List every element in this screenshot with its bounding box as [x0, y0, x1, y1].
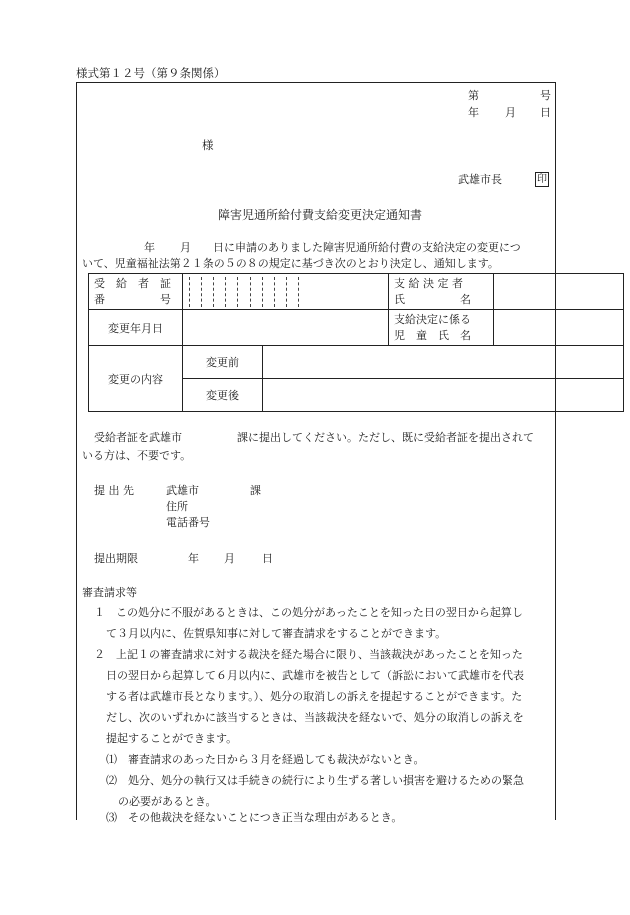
- doc-number-prefix: 第: [468, 89, 479, 102]
- child-name-field[interactable]: [494, 310, 624, 346]
- deadline-month: 月: [224, 552, 235, 565]
- appeal-item1-line2: て３月以内に、佐賀県知事に対して審査請求をすることができます。: [106, 627, 447, 640]
- submission-phone: 電話番号: [166, 516, 210, 529]
- after-field[interactable]: [263, 379, 624, 412]
- before-field[interactable]: [263, 346, 624, 379]
- document-title: 障害児通所給付費支給変更決定通知書: [218, 208, 423, 222]
- after-label: 変更後: [183, 379, 263, 412]
- change-date-label: 変更年月日: [89, 310, 183, 346]
- decided-person-label: 支 給 決 定 者 氏 名: [389, 274, 494, 310]
- appeal-item2-line4: だし、次のいずれかに該当するときは、当該裁決を経ないで、処分の取消しの訴えを: [106, 711, 524, 724]
- appeal-item2-line3: する者は武雄市長となります。）、処分の取消しの訴えを提起することができます。た: [106, 690, 523, 703]
- submission-section: 課: [250, 484, 261, 497]
- appeal-item1-line1: １ この処分に不服があるときは、この処分があったことを知った日の翌日から起算し: [94, 606, 523, 619]
- doc-number-suffix: 号: [540, 89, 551, 102]
- appeal-item2-line2: 日の翌日から起算して６月以内に、武雄市を被告として（訴訟において武雄市を代表: [106, 669, 524, 682]
- issuer-name: 武雄市長: [458, 173, 502, 186]
- submission-address: 住所: [166, 500, 188, 513]
- appeal-sub3: ⑶ その他裁決を経ないことにつき正当な理由があるとき。: [106, 811, 403, 824]
- date-month: 月: [505, 106, 516, 119]
- intro-year: 年: [144, 241, 155, 254]
- change-content-label: 変更の内容: [89, 346, 183, 412]
- date-year: 年: [468, 106, 479, 119]
- intro-line2: いて、児童福祉法第２１条の５の８の規定に基づき次のとおり決定し、通知します。: [82, 257, 499, 270]
- form-number: 様式第１２号（第９条関係）: [76, 66, 226, 80]
- change-date-field[interactable]: [183, 310, 389, 346]
- child-name-label: 支給決定に係る 児 童 氏 名: [389, 310, 494, 346]
- addressee-suffix: 様: [202, 138, 214, 152]
- decided-person-field[interactable]: [494, 274, 624, 310]
- recipient-number-field[interactable]: [183, 274, 389, 310]
- appeal-item2-line1: ２ 上記１の審査請求に対する裁決を経た場合に限り、当該裁決があったことを知った: [94, 648, 523, 661]
- appeal-heading: 審査請求等: [82, 586, 137, 599]
- date-day: 日: [540, 106, 551, 119]
- submission-label: 提 出 先: [94, 484, 134, 497]
- info-table: [88, 273, 624, 412]
- deadline-year: 年: [188, 552, 199, 565]
- deadline-label: 提出期限: [94, 552, 138, 565]
- submission-city: 武雄市: [166, 484, 199, 497]
- appeal-sub1: ⑴ 審査請求のあった日から３月を経過しても裁決がないとき。: [106, 753, 425, 766]
- intro-line1: 日に申請のありました障害児通所給付費の支給決定の変更につ: [213, 241, 521, 254]
- submit-notice-line2: いる方は、不要です。: [82, 449, 192, 462]
- seal-mark: 印: [537, 174, 547, 185]
- deadline-day: 日: [262, 552, 273, 565]
- appeal-sub2-line1: ⑵ 処分、処分の執行又は手続きの続行により生ずる著しい損害を避けるための緊急: [106, 774, 524, 787]
- submit-notice-line1: 受給者証を武雄市 課に提出してください。ただし、既に受給者証を提出されて: [94, 431, 534, 444]
- appeal-sub2-line2: の必要があるとき。: [118, 795, 217, 808]
- before-label: 変更前: [183, 346, 263, 379]
- intro-month: 月: [180, 241, 191, 254]
- appeal-item2-line5: 提起することができます。: [106, 732, 238, 745]
- recipient-number-label: 受 給 者 証 番 号: [89, 274, 183, 310]
